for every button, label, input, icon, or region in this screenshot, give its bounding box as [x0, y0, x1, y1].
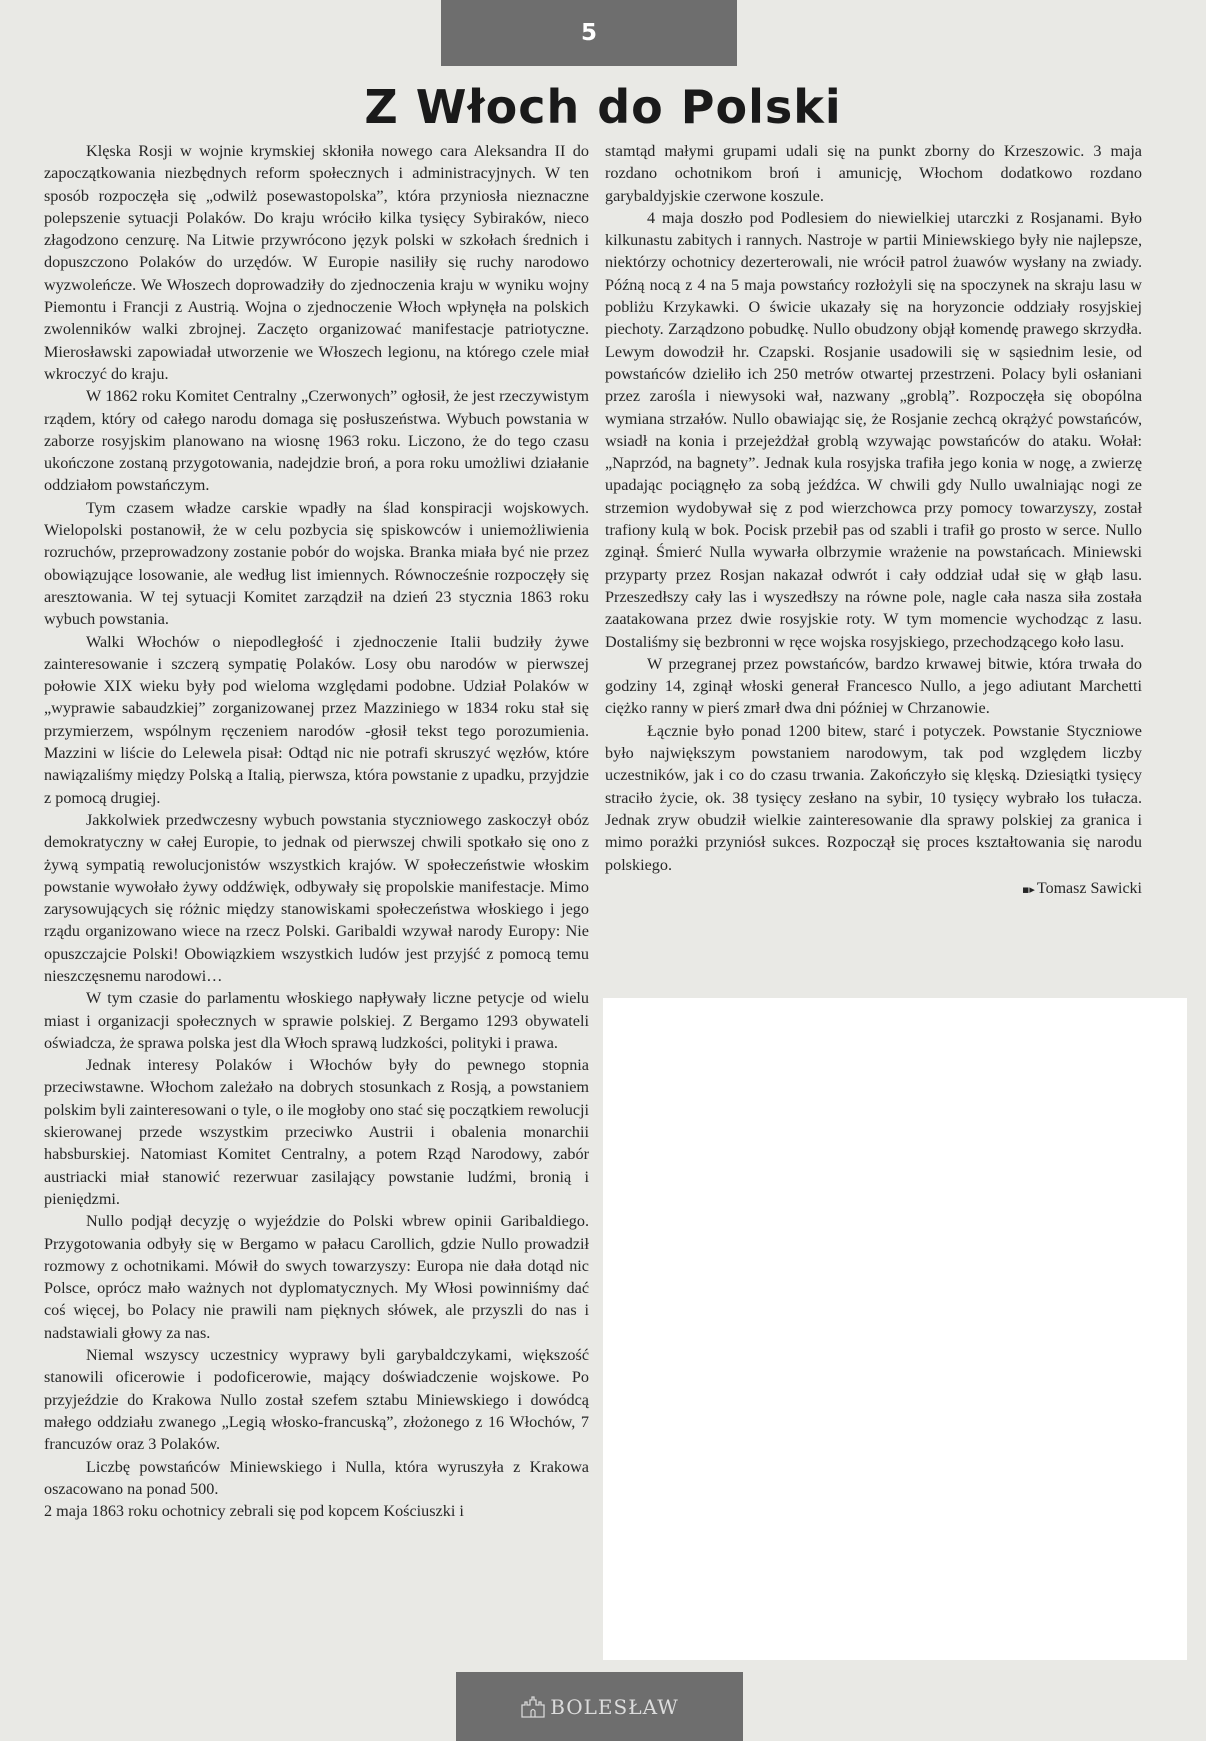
paragraph: W tym czasie do parlamentu włoskiego napływały liczne petycje od wielu miast i organizacji społecznych w sprawie polskiej. Z Bergamo 1293 obywateli oświadcza, że sprawa polska jest dla Włoch sprawą ludzkości, polityki i prawa.	[44, 989, 589, 1052]
paragraph: Tym czasem władze carskie wpadły na ślad konspiracji wojskowych. Wielopolski postanowił, że w celu pozbycia się spiskowców i uniemożliwienia rozruchów, przeprowadzony zostanie pobór do wojska. Branka miała być nie przez obowiązujące losowanie, ale według list imiennych. Równocześnie rozpoczęły się aresztowania. W tej sytuacji Komitet zarządził na dzień 23 stycznia 1863 roku wybuch powstania.	[44, 498, 589, 629]
paragraph: Jednak interesy Polaków i Włochów były do pewnego stopnia przeciwstawne. Włochom zależało na dobrych stosunkach z Rosją, a powstaniem polskim byli zainteresowani o tyle, o ile mogłoby ono stać się początkiem rewolucji skierowanej przede wszystkim przeciwko Austrii i obalenia monarchii habsburskiej. Natomiast Komitet Centralny, a potem Rząd Narodowy, zabór austriacki miał stanowić rezerwuar zasilający powstanie ludźmi, bronią i pieniędzmi.	[44, 1056, 589, 1208]
article-title: Z Włoch do Polski	[364, 80, 842, 134]
page-number: 5	[580, 20, 597, 46]
author-signature	[605, 878, 1142, 901]
paragraph: Klęska Rosji w wojnie krymskiej skłoniła nowego cara Aleksandra II do zapoczątkowania niezbędnych reform społecznych i administracyjnych. W ten sposób rozpoczęła się „odwilż posewastopolska”, która przyniosła nieznaczne polepszenie sytuacji Polaków. Do kraju wróciło kilka tysięcy Sybiraków, nieco złagodzono cenzurę. Na Litwie przywrócono język polski w szkołach średnich i dopuszczono Polaków do urzędów. W Europie nasiliły się ruchy narodowo wyzwoleńcze. We Włoszech doprowadziły do zjednoczenia kraju w wyniku wojny Piemontu i Francji z Austrią. Wojna o zjednoczenie Włoch wpłynęła na polskich zwolenników walki zbrojnej. Zaczęto organizować manifestacje patriotyczne. Mierosławski zapowiadał utworzenie we Włoszech legionu, na którego czele miał wkroczyć do kraju.	[44, 142, 589, 383]
paragraph: Łącznie było ponad 1200 bitew, starć i potyczek. Powstanie Styczniowe było największym powstaniem narodowym, tak pod względem liczby uczestników, jak i co do czasu trwania. Zakończyło się klęską. Dziesiątki tysięcy straciło życie, ok. 38 tysięcy zesłano na sybir, 10 tysięcy wybrało los tułacza. Jednak zryw obudził wielkie zainteresowanie dla sprawy polskiej za granica i mimo porażki przyniósł sukces. Rozpoczął się proces kształtowania się narodu polskiego.	[605, 721, 1142, 874]
page-number-tab	[441, 0, 737, 66]
paragraph: Jakkolwiek przedwczesny wybuch powstania styczniowego zaskoczył obóz demokratyczny w całej Europie, to jednak od pierwszej chwili spotkało się ono z żywą sympatią rewolucjonistów wszystkich krajów. W społeczeństwie włoskim powstanie wywołało żywy oddźwięk, odbywały się propolskie manifestacje. Mimo zarysowujących się różnic między stanowiskami społeczeństwa włoskiego i jego rządu organizowano wiece na rzecz Polski. Garibaldi wzywał narody Europy: Nie opuszczajcie Polski! Obowiązkiem wszystkich ludów jest przyjść z pomocą temu nieszczęsnemu narodowi…	[44, 810, 589, 985]
right-column	[605, 140, 1142, 901]
paragraph: Liczbę powstańców Miniewskiego i Nulla, która wyruszyła z Krakowa oszacowano na ponad 500.	[44, 1457, 589, 1498]
castle-icon	[520, 1696, 546, 1718]
paragraph: Nullo podjął decyzję o wyjeździe do Polski wbrew opinii Garibaldiego. Przygotowania odbyły się w Bergamo w pałacu Carollich, gdzie Nullo prowadził rozmowy z ochotnikami. Mówił do swych towarzyszy: Europa nie dała dotąd nic Polsce, oprócz mało ważnych not dyplomatycznych. My Włosi powinniśmy dać coś więcej, bo Polacy nie prawili nam pięknych słówek, ale przyszli do nas i nadstawiali głowy za nas.	[44, 1212, 589, 1342]
paragraph: Walki Włochów o niepodległość i zjednoczenie Italii budziły żywe zainteresowanie i szczerą sympatię Polaków. Losy obu narodów w pierwszej połowie XIX wieku były pod wieloma względami podobne. Udział Polaków w „wyprawie sabaudzkiej” zorganizowanej przez Mazziniego w 1834 roku stał się przymierzem, wspólnym ręczeniem narodów -głosił tekst tego porozumienia. Mazzini w liście do Lelewela pisał: Odtąd nic nie potrafi skruszyć węzłów, które nawiązaliśmy między Polską a Italią, pierwsza, która powstanie z upadku, przyjdzie z pomocą drugiej.	[44, 632, 589, 807]
paragraph: W przegranej przez powstańców, bardzo krwawej bitwie, która trwała do godziny 14, zginął włoski generał Francesco Nullo, a jego adiutant Marchetti ciężko ranny w pierś zmarł dwa dni później w Chrzanowie.	[605, 654, 1142, 718]
footer-tab	[456, 1672, 743, 1741]
paragraph: Niemal wszyscy uczestnicy wyprawy byli garybaldczykami, większość stanowili oficerowie i podoficerowie, mający doświadczenie wojskowe. Po przyjeździe do Krakowa Nullo został szefem sztabu Miniewskiego i dowódcą małego oddziału zwanego „Legią włosko-francuską”, złożonego z 16 Włochów, 7 francuzów oraz 3 Polaków.	[44, 1346, 589, 1454]
paragraph-continuation: stamtąd małymi grupami udali się na punkt zborny do Krzeszowic. 3 maja rozdano ochotnikom broń i amunicję, Włochom dodatkowo rozdano garybaldyjskie czerwone koszule.	[605, 142, 1142, 205]
footer-logo	[520, 1695, 679, 1719]
paragraph: W 1862 roku Komitet Centralny „Czerwonych” ogłosił, że jest rzeczywistym rządem, który od całego narodu domaga się posłuszeństwa. Wybuch powstania w zaborze rosyjskim planowano na wiosnę 1963 roku. Liczono, że do tego czasu ukończone zostaną przygotowania, nadejdzie broń, a pora roku umożliwi działanie oddziałom powstańczym.	[44, 387, 589, 495]
left-column	[44, 140, 589, 1522]
arrow-icon: ▪▸	[1021, 882, 1035, 896]
paragraph-continued: 2 maja 1863 roku ochotnicy zebrali się pod kopcem Kościuszki i	[44, 1502, 464, 1521]
paragraph: 4 maja doszło pod Podlesiem do niewielkiej utarczki z Rosjanami. Było kilkunastu zabitych i rannych. Nastroje w partii Miniewskiego były nie najlepsze, niektórzy ochotnicy dezerterowali, nie wrócił patrol żuawów wysłany na zwiady. Późną nocą z 4 na 5 maja powstańcy rozłożyli się na spoczynek na skraju lasu w pobliżu Krzykawki. O świcie ukazały się na horyzoncie oddziały rosyjskiej piechoty. Zarządzono pobudkę. Nullo obudzony objął komendę prawego skrzydła. Lewym dowodził hr. Czapski. Rosjanie usadowili się w sąsiednim lesie, od powstańców dzieliło ich 250 metrów otwartej przestrzeni. Polacy byli osłaniani przez zarośla i niewysoki wał, nazwany „groblą”. Rozpoczęła się obopólna wymiana strzałów. Nullo obawiając się, że Rosjanie zechcą okrążyć powstańców, wsiadł na konia i przejeżdżał groblą wzywając powstańców do ataku. Wołał: „Naprzód, na bagnety”. Jednak kula rosyjska trafiła jego konia w nogę, a zwierzę upadając pociągnęło za sobą jeźdźca. W chwili gdy Nullo uwalniając nogi ze strzemion wydobywał się z pod wierzchowca przy pomocy towarzyszy, został trafiony kulą w bok. Pocisk przebił pas od szabli i trafił go prosto w serce. Nullo zginął. Śmierć Nulla wywarła olbrzymie wrażenie na powstańcach. Miniewski przyparty przez Rosjan nakazał odwrót i cały oddział udał się w głąb lasu. Przeszedłszy cały las i wyszedłszy na równe pole, nagle cała nasza siła została zaatakowana przez dwie rosyjskie roty. W tym momencie wychodząc z lasu. Dostaliśmy się bezbronni w ręce wojska rosyjskiego, przechodzącego koło lasu.	[605, 208, 1142, 651]
footer-brand: BOLESŁAW	[550, 1694, 679, 1719]
blank-area	[603, 998, 1187, 1660]
author-name: Tomasz Sawicki	[1036, 879, 1142, 897]
